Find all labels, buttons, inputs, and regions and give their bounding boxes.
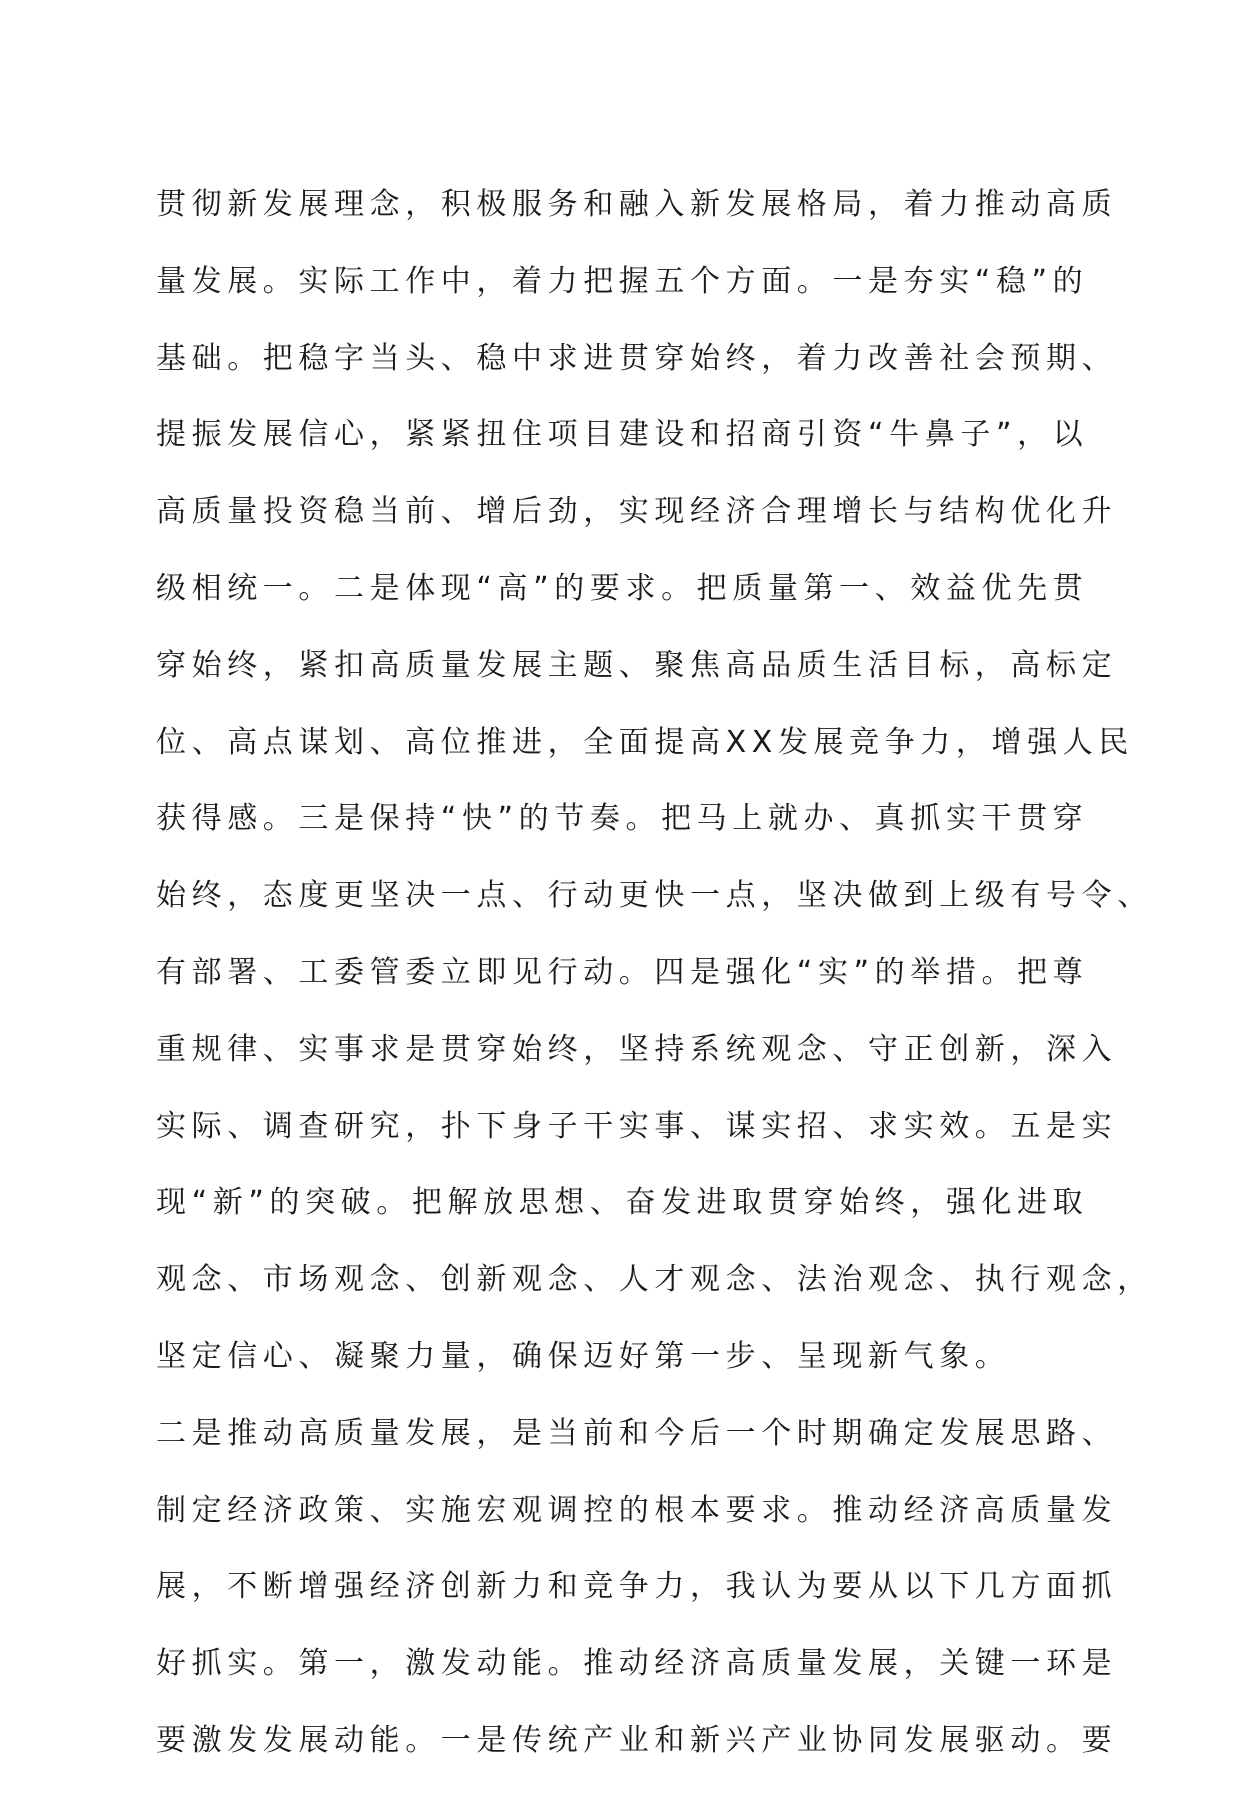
text-line: 好抓实。第一，激发动能。推动经济高质量发展，关键一环是 [156,1646,1118,1682]
text-line: 重规律、实事求是贯穿始终，坚持系统观念、守正创新，深入 [156,1031,1118,1067]
text-line: 基础。把稳字当头、稳中求进贯穿始终，着力改善社会预期、 [156,340,1118,376]
text-line: 二是推动高质量发展，是当前和今后一个时期确定发展思路、 [156,1415,1118,1451]
text-line: 量发展。实际工作中，着力把握五个方面。一是夯实“稳”的 [156,263,1089,299]
text-line: 要激发发展动能。一是传统产业和新兴产业协同发展驱动。要 [156,1722,1118,1758]
text-line: 穿始终，紧扣高质量发展主题、聚焦高品质生活目标，高标定 [156,647,1118,683]
text-line: 始终，态度更坚决一点、行动更快一点，坚决做到上级有号令、 [156,878,1153,914]
text-line: 观念、市场观念、创新观念、人才观念、法治观念、执行观念， [156,1262,1153,1298]
text-line: 制定经济政策、实施宏观调控的根本要求。推动经济高质量发 [156,1492,1118,1528]
body-text [156,185,1153,1798]
text-line: 级相统一。二是体现“高”的要求。把质量第一、效益优先贯 [156,570,1089,606]
text-line: 实际、调查研究，扑下身子干实事、谋实招、求实效。五是实 [156,1108,1118,1144]
text-line: 获得感。三是保持“快”的节奏。把马上就办、真抓实干贯穿 [156,801,1089,837]
text-line: 高质量投资稳当前、增后劲，实现经济合理增长与结构优化升 [156,494,1118,530]
text-line: 位、高点谋划、高位推进，全面提高XX发展竞争力，增强人民 [156,724,1134,760]
text-line: 提振发展信心，紧紧扭住项目建设和招商引资“牛鼻子”，以 [156,417,1089,453]
text-line: 坚定信心、凝聚力量，确保迈好第一步、呈现新气象。 [156,1338,1011,1374]
text-line: 展，不断增强经济创新力和竞争力，我认为要从以下几方面抓 [156,1569,1118,1605]
text-line: 现“新”的突破。把解放思想、奋发进取贯穿始终，强化进取 [156,1185,1089,1221]
text-line: 有部署、工委管委立即见行动。四是强化“实”的举措。把尊 [156,954,1089,990]
text-line: 贯彻新发展理念，积极服务和融入新发展格局，着力推动高质 [156,187,1118,222]
